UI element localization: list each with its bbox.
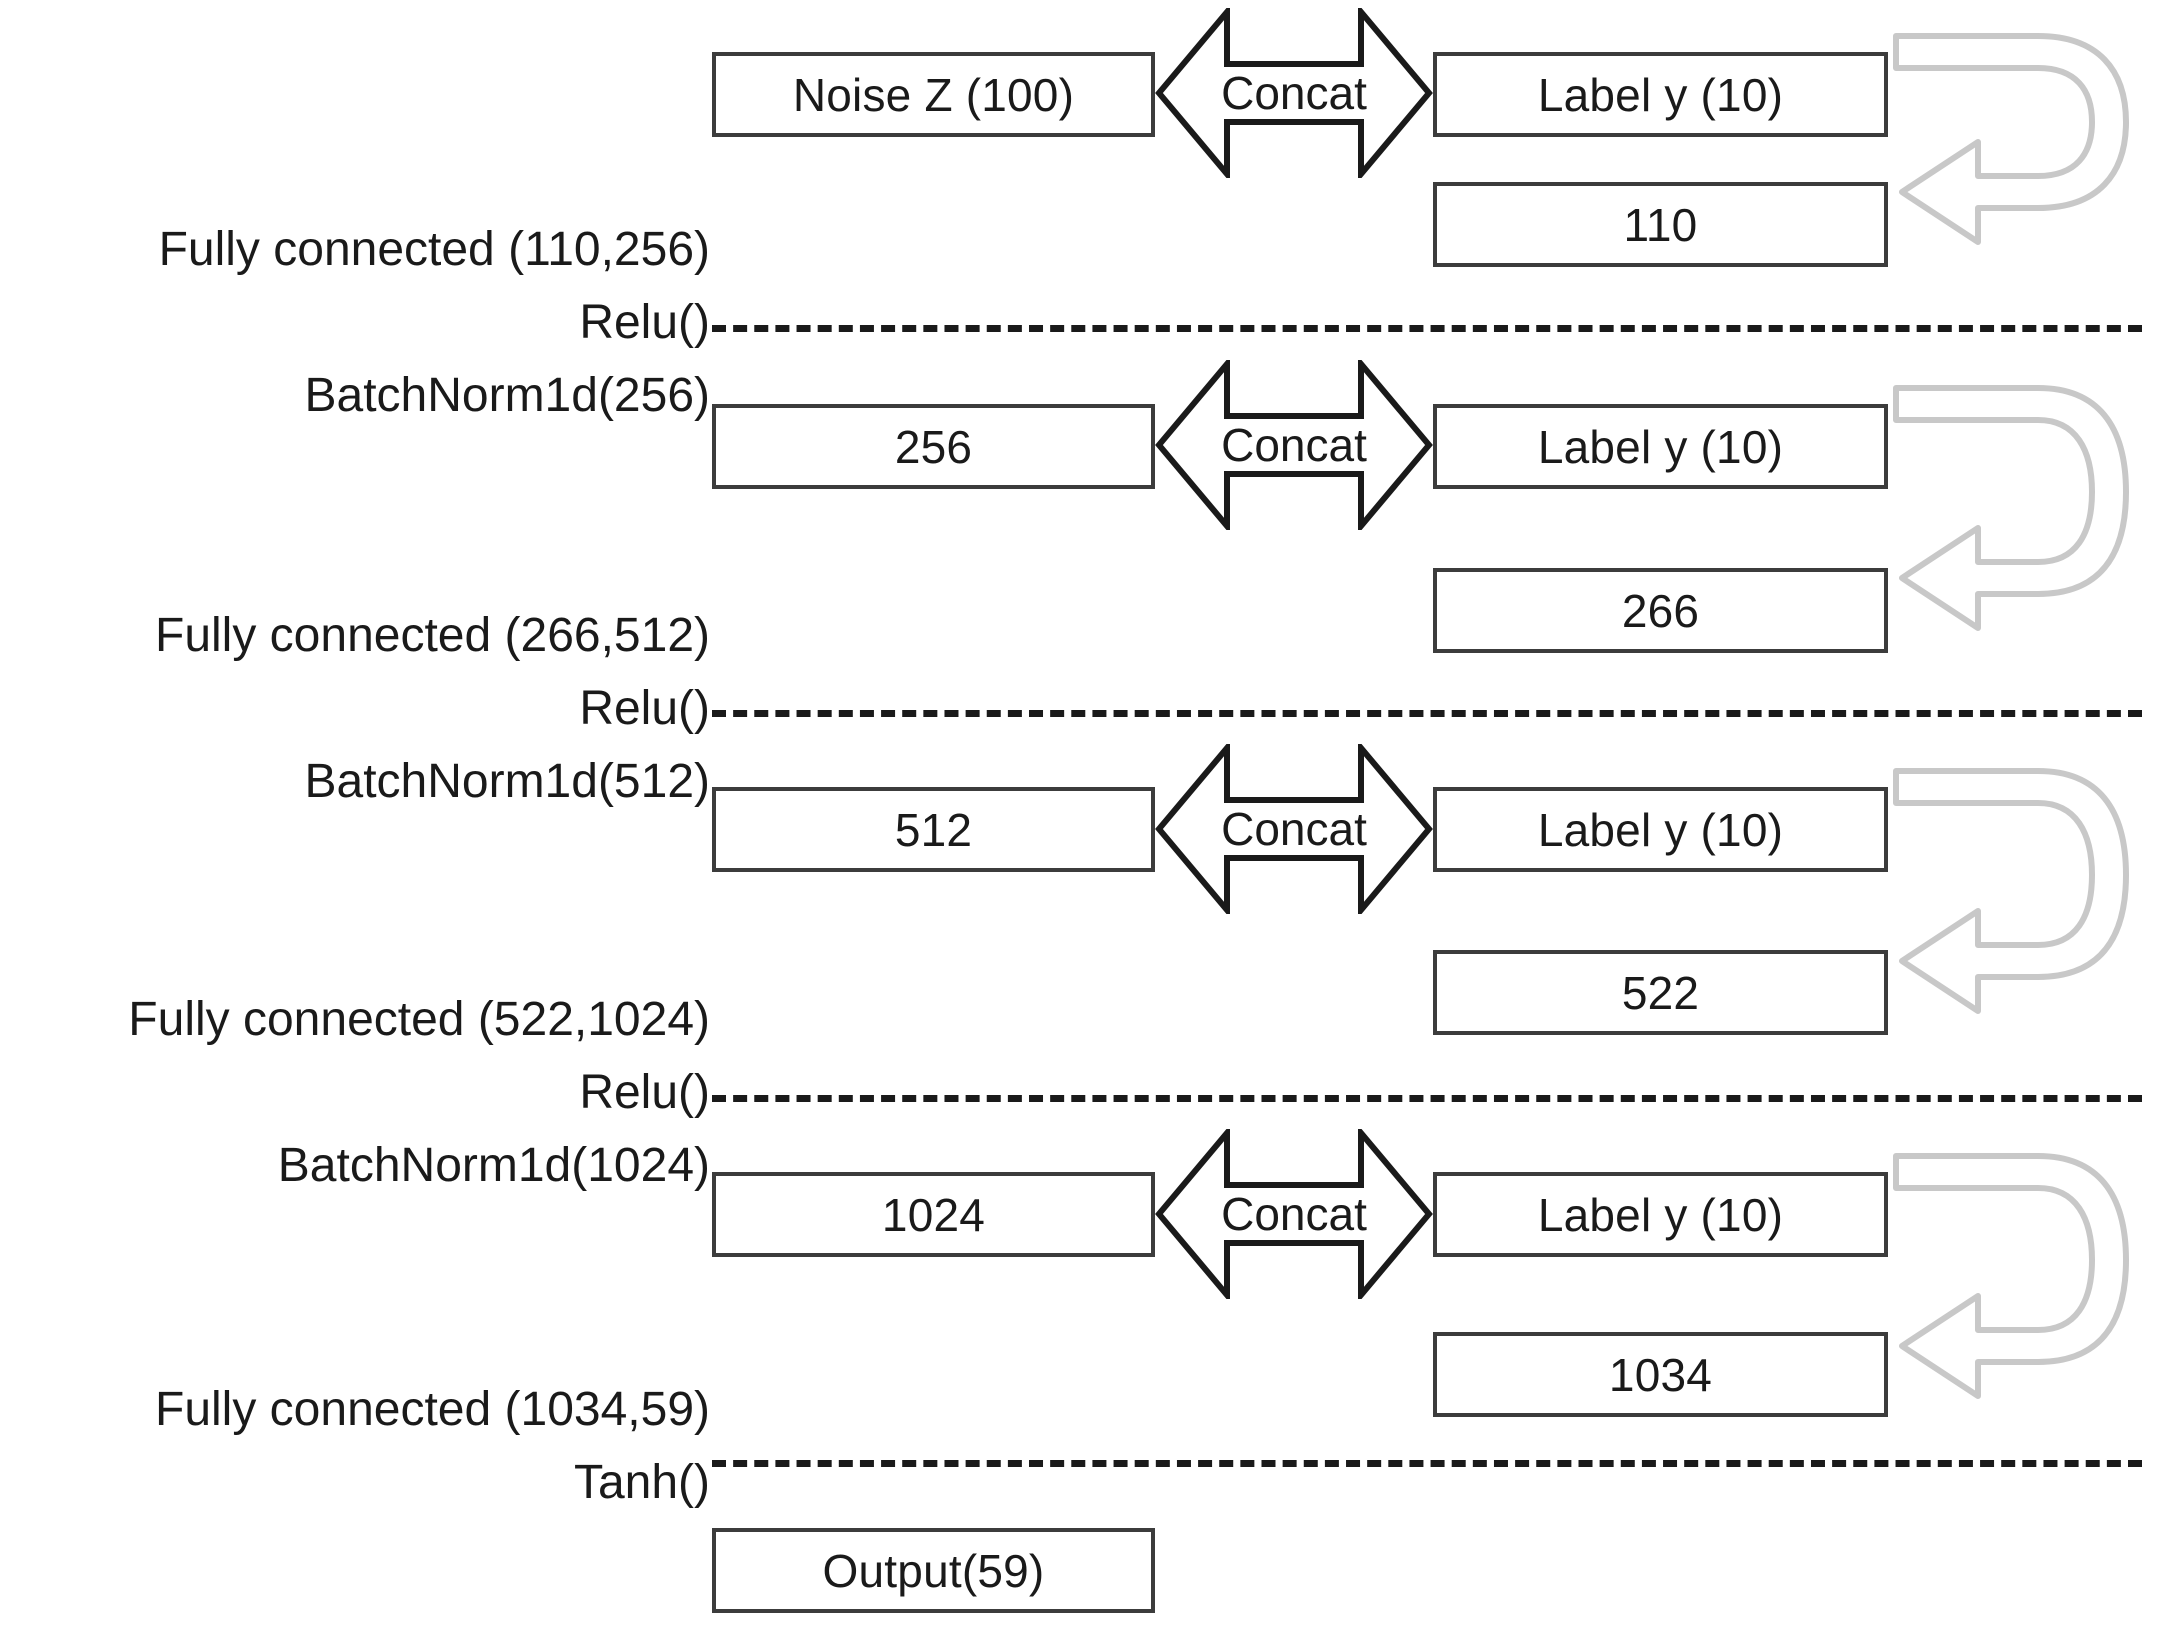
stage-2-label-line-1: Fully connected (266,512) (155, 609, 710, 662)
stage-1-input-box: Noise Z (100) (712, 52, 1155, 137)
stage-3-input-box: 512 (712, 787, 1155, 872)
stage-2-label-line-3: BatchNorm1d(512) (304, 755, 710, 808)
stage-1-label-line-3: BatchNorm1d(256) (304, 369, 710, 422)
stage-1-label-line-1: Fully connected (110,256) (158, 223, 710, 276)
stage-4-loop-arrow-icon (1888, 1150, 2136, 1404)
stage-4-label-box: Label y (10) (1433, 1172, 1888, 1257)
stage-1-label-box: Label y (10) (1433, 52, 1888, 137)
stage-3-label-line-1: Fully connected (522,1024) (128, 993, 710, 1046)
separator-line-3 (712, 1095, 2142, 1102)
stage-1-loop-arrow-icon (1888, 30, 2136, 250)
stage-2-sum-box: 266 (1433, 568, 1888, 653)
stage-1-sum-box: 110 (1433, 182, 1888, 267)
separator-line-1 (712, 325, 2142, 332)
stage-4-label-line-1: Fully connected (1034,59) (155, 1383, 710, 1436)
stage-3-sum-box: 522 (1433, 950, 1888, 1035)
stage-2-input-box: 256 (712, 404, 1155, 489)
stage-4-label-line-2: Tanh() (573, 1456, 710, 1509)
stage-3-loop-arrow-icon (1888, 765, 2136, 1019)
stage-3-concat-arrow (1155, 744, 1433, 914)
stage-2-loop-arrow-icon (1888, 382, 2136, 636)
stage-1-concat-label: Concat (1221, 67, 1367, 119)
output-box: Output(59) (712, 1528, 1155, 1613)
stage-1-concat-arrow (1155, 8, 1433, 178)
stage-4-concat-arrow (1155, 1129, 1433, 1299)
stage-3-label-line-2: Relu() (579, 1066, 710, 1119)
separator-line-4 (712, 1460, 2142, 1467)
stage-2-label-box: Label y (10) (1433, 404, 1888, 489)
stage-2-label-line-2: Relu() (579, 682, 710, 735)
stage-4-sum-box: 1034 (1433, 1332, 1888, 1417)
separator-line-2 (712, 710, 2142, 717)
stage-3-label-line-3: BatchNorm1d(1024) (277, 1139, 710, 1192)
stage-2-concat-label: Concat (1221, 419, 1367, 471)
stage-1-label-line-2: Relu() (579, 296, 710, 349)
stage-2-concat-arrow (1155, 360, 1433, 530)
stage-4-concat-label: Concat (1221, 1188, 1367, 1240)
stage-4-input-box: 1024 (712, 1172, 1155, 1257)
stage-3-label-box: Label y (10) (1433, 787, 1888, 872)
stage-3-concat-label: Concat (1221, 803, 1367, 855)
